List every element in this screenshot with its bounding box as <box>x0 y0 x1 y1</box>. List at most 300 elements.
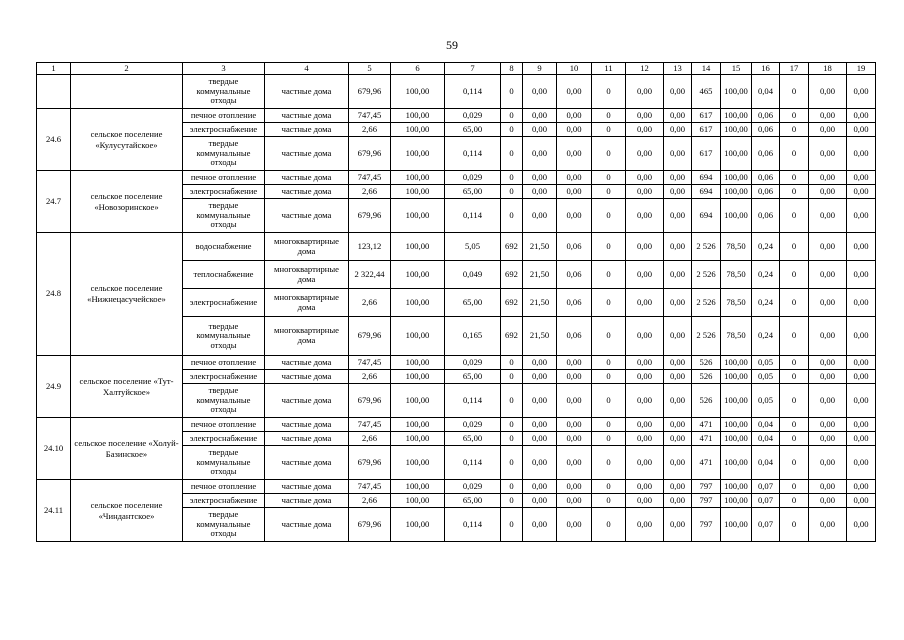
table-cell: 0,00 <box>557 75 592 109</box>
table-cell: 0 <box>592 199 626 233</box>
table-cell: 0 <box>592 233 626 261</box>
table-cell: 0 <box>592 356 626 370</box>
table-cell: 0,114 <box>445 446 501 480</box>
table-cell: 0,00 <box>626 75 664 109</box>
table-cell: 0,00 <box>626 233 664 261</box>
table-cell: 0,00 <box>523 384 557 418</box>
service-type: твердые коммунальные отходы <box>183 446 265 480</box>
table-cell: 0,00 <box>664 418 692 432</box>
table-cell: 0,00 <box>626 199 664 233</box>
table-row <box>37 171 876 185</box>
table-cell: 0,00 <box>847 261 876 289</box>
table-cell: 100,00 <box>391 123 445 137</box>
column-header: 8 <box>501 63 523 75</box>
column-header: 15 <box>721 63 752 75</box>
table-cell: 0 <box>780 233 809 261</box>
housing-type: многоквартирные дома <box>265 317 349 356</box>
service-type: твердые коммунальные отходы <box>183 137 265 171</box>
table-cell: 0,00 <box>626 432 664 446</box>
table-cell: 617 <box>692 123 721 137</box>
table-cell: 100,00 <box>721 75 752 109</box>
table-cell: 0,04 <box>752 418 780 432</box>
row-number: 24.10 <box>37 418 71 480</box>
table-cell: 692 <box>501 233 523 261</box>
table-cell: 100,00 <box>721 432 752 446</box>
table-cell: 100,00 <box>721 418 752 432</box>
table-cell: 0,00 <box>664 171 692 185</box>
table-cell: 0,00 <box>557 109 592 123</box>
table-cell: 100,00 <box>391 370 445 384</box>
housing-type: многоквартирные дома <box>265 261 349 289</box>
housing-type: частные дома <box>265 494 349 508</box>
table-cell: 0 <box>592 432 626 446</box>
table-cell: 0,029 <box>445 480 501 494</box>
table-cell: 0 <box>592 109 626 123</box>
header-row <box>37 63 876 75</box>
service-type: твердые коммунальные отходы <box>183 75 265 109</box>
table-cell: 0,00 <box>557 171 592 185</box>
table-cell: 747,45 <box>349 109 391 123</box>
table-cell: 0 <box>592 171 626 185</box>
table-cell: 100,00 <box>391 432 445 446</box>
table-cell: 0,00 <box>664 370 692 384</box>
table-row <box>37 480 876 494</box>
table-cell: 100,00 <box>391 233 445 261</box>
table-cell: 471 <box>692 418 721 432</box>
table-cell: 0 <box>501 480 523 494</box>
table-cell: 0 <box>780 494 809 508</box>
table-cell: 0,165 <box>445 317 501 356</box>
table-cell: 0,00 <box>809 446 847 480</box>
column-header: 3 <box>183 63 265 75</box>
table-cell: 692 <box>501 289 523 317</box>
table-cell: 797 <box>692 494 721 508</box>
table-cell: 100,00 <box>721 508 752 542</box>
table-cell: 100,00 <box>721 480 752 494</box>
table-row <box>37 75 876 109</box>
table-cell: 0,00 <box>847 233 876 261</box>
table-cell: 5,05 <box>445 233 501 261</box>
row-number: 24.7 <box>37 171 71 233</box>
table-cell: 0,00 <box>664 384 692 418</box>
table-cell: 526 <box>692 384 721 418</box>
table-cell: 2 526 <box>692 289 721 317</box>
table-cell: 0,07 <box>752 508 780 542</box>
table-cell: 0 <box>780 418 809 432</box>
table-cell: 0,00 <box>847 494 876 508</box>
table-cell: 2 322,44 <box>349 261 391 289</box>
table-cell: 0,00 <box>847 356 876 370</box>
service-type: электроснабжение <box>183 185 265 199</box>
column-header: 14 <box>692 63 721 75</box>
housing-type: частные дома <box>265 75 349 109</box>
table-cell: 0 <box>501 384 523 418</box>
table-cell: 0,00 <box>557 185 592 199</box>
table-cell: 0,04 <box>752 432 780 446</box>
table-cell: 0,00 <box>523 199 557 233</box>
table-cell: 0,00 <box>523 480 557 494</box>
row-number: 24.6 <box>37 109 71 171</box>
housing-type: частные дома <box>265 480 349 494</box>
table-cell: 0,00 <box>847 171 876 185</box>
table-cell: 0 <box>780 480 809 494</box>
table-cell: 0 <box>780 446 809 480</box>
table-cell: 0,00 <box>847 432 876 446</box>
row-number: 24.8 <box>37 233 71 356</box>
column-header: 6 <box>391 63 445 75</box>
page-number: 59 <box>446 38 458 52</box>
table-cell: 65,00 <box>445 289 501 317</box>
table-cell: 0,00 <box>809 75 847 109</box>
housing-type: частные дома <box>265 508 349 542</box>
table-cell: 0,04 <box>752 75 780 109</box>
table-cell: 679,96 <box>349 446 391 480</box>
table-cell: 0,06 <box>752 199 780 233</box>
table-cell: 0,00 <box>626 494 664 508</box>
table-cell: 0,00 <box>809 508 847 542</box>
table-cell: 747,45 <box>349 356 391 370</box>
table-cell: 0,029 <box>445 109 501 123</box>
table-cell: 78,50 <box>721 261 752 289</box>
table-cell: 0,00 <box>847 137 876 171</box>
table-cell: 65,00 <box>445 494 501 508</box>
table-cell: 2,66 <box>349 432 391 446</box>
table-cell: 617 <box>692 109 721 123</box>
table-cell: 0,00 <box>664 199 692 233</box>
table-cell: 0,00 <box>664 233 692 261</box>
table-cell: 0 <box>780 317 809 356</box>
table-cell: 0,24 <box>752 233 780 261</box>
table-cell: 100,00 <box>391 356 445 370</box>
table-cell: 0,00 <box>626 370 664 384</box>
table-cell: 0 <box>592 289 626 317</box>
table-cell: 0,00 <box>664 480 692 494</box>
table-cell: 0,24 <box>752 261 780 289</box>
table-cell: 0 <box>592 384 626 418</box>
table-cell: 65,00 <box>445 432 501 446</box>
table-cell: 78,50 <box>721 233 752 261</box>
table-cell: 100,00 <box>721 185 752 199</box>
table-cell: 0,00 <box>523 75 557 109</box>
service-type: электроснабжение <box>183 432 265 446</box>
table-cell: 100,00 <box>391 185 445 199</box>
service-type: электроснабжение <box>183 494 265 508</box>
table-cell: 471 <box>692 432 721 446</box>
column-header: 12 <box>626 63 664 75</box>
table-cell: 0 <box>780 289 809 317</box>
table-cell: 100,00 <box>391 199 445 233</box>
table-cell: 0,05 <box>752 384 780 418</box>
table-cell: 0 <box>780 356 809 370</box>
table-row <box>37 109 876 123</box>
table-cell: 0,114 <box>445 75 501 109</box>
table-cell: 0,029 <box>445 171 501 185</box>
table-cell: 0,00 <box>809 185 847 199</box>
table-cell: 2,66 <box>349 494 391 508</box>
table-cell: 100,00 <box>391 75 445 109</box>
table-cell: 100,00 <box>391 494 445 508</box>
table-cell: 0 <box>592 75 626 109</box>
table-cell: 465 <box>692 75 721 109</box>
table-cell: 0,00 <box>626 137 664 171</box>
column-header: 1 <box>37 63 71 75</box>
table-cell: 747,45 <box>349 171 391 185</box>
table-cell: 0,00 <box>626 356 664 370</box>
settlement-name: сельское поселение «Новозоринское» <box>71 171 183 233</box>
table-cell: 0 <box>501 199 523 233</box>
table-cell: 0,05 <box>752 370 780 384</box>
housing-type: частные дома <box>265 199 349 233</box>
table-cell: 65,00 <box>445 123 501 137</box>
table-cell: 0,00 <box>557 432 592 446</box>
housing-type: частные дома <box>265 356 349 370</box>
table-cell: 0,00 <box>523 137 557 171</box>
table-cell: 0 <box>780 185 809 199</box>
table-cell: 123,12 <box>349 233 391 261</box>
table-cell: 0,00 <box>809 317 847 356</box>
table-cell: 0 <box>780 75 809 109</box>
table-cell: 0,00 <box>626 508 664 542</box>
table-cell: 0,00 <box>847 109 876 123</box>
table-cell: 0,00 <box>557 480 592 494</box>
table-cell: 471 <box>692 446 721 480</box>
housing-type: частные дома <box>265 171 349 185</box>
table-cell: 0,24 <box>752 289 780 317</box>
table-cell: 0,00 <box>809 356 847 370</box>
table-cell: 100,00 <box>721 109 752 123</box>
housing-type: частные дома <box>265 123 349 137</box>
table-cell: 2 526 <box>692 261 721 289</box>
table-cell: 0,07 <box>752 494 780 508</box>
service-type: печное отопление <box>183 171 265 185</box>
table-cell: 0,00 <box>664 261 692 289</box>
table-cell: 0,00 <box>523 418 557 432</box>
service-type: электроснабжение <box>183 370 265 384</box>
settlement-name: сельское поселение «Кулусутайское» <box>71 109 183 171</box>
table-cell: 0,00 <box>809 480 847 494</box>
table-cell: 0,00 <box>626 289 664 317</box>
table-cell: 0,00 <box>523 109 557 123</box>
table-cell: 100,00 <box>721 370 752 384</box>
service-type: печное отопление <box>183 109 265 123</box>
table-cell: 0,00 <box>847 123 876 137</box>
table-cell: 0,24 <box>752 317 780 356</box>
table-cell: 0 <box>501 494 523 508</box>
column-header: 5 <box>349 63 391 75</box>
table-cell: 0,00 <box>809 171 847 185</box>
table-cell: 0,06 <box>752 185 780 199</box>
table-cell: 0,00 <box>626 418 664 432</box>
table-cell: 0,00 <box>664 356 692 370</box>
table-cell: 0,00 <box>847 508 876 542</box>
table-cell: 679,96 <box>349 199 391 233</box>
table-cell: 694 <box>692 185 721 199</box>
column-header: 13 <box>664 63 692 75</box>
table-cell: 65,00 <box>445 185 501 199</box>
table-cell: 0,00 <box>523 508 557 542</box>
table-cell: 100,00 <box>721 446 752 480</box>
table-cell: 0 <box>780 261 809 289</box>
table-cell: 0,00 <box>626 171 664 185</box>
settlement-name: сельское поселение «Холуй-Базинское» <box>71 418 183 480</box>
table-cell: 0 <box>501 123 523 137</box>
tariff-table <box>36 62 876 542</box>
table-cell: 0,00 <box>809 261 847 289</box>
table-cell: 0,114 <box>445 137 501 171</box>
table-cell: 679,96 <box>349 508 391 542</box>
table-cell: 692 <box>501 261 523 289</box>
table-body <box>37 63 876 542</box>
table-cell: 694 <box>692 171 721 185</box>
table-cell: 100,00 <box>721 494 752 508</box>
table-cell: 0,00 <box>847 199 876 233</box>
table-cell: 0,06 <box>752 123 780 137</box>
table-cell: 0 <box>780 109 809 123</box>
table-cell: 0 <box>592 508 626 542</box>
housing-type: частные дома <box>265 446 349 480</box>
table-cell: 526 <box>692 370 721 384</box>
row-number: 24.11 <box>37 480 71 542</box>
table-cell: 0 <box>501 432 523 446</box>
service-type: печное отопление <box>183 480 265 494</box>
column-header: 4 <box>265 63 349 75</box>
table-cell: 0,00 <box>809 384 847 418</box>
table-cell: 21,50 <box>523 289 557 317</box>
table-cell: 0,00 <box>664 508 692 542</box>
table-cell: 0,06 <box>752 171 780 185</box>
service-type: твердые коммунальные отходы <box>183 317 265 356</box>
column-header: 19 <box>847 63 876 75</box>
table-cell: 0 <box>592 185 626 199</box>
table-cell: 65,00 <box>445 370 501 384</box>
housing-type: частные дома <box>265 384 349 418</box>
table-cell: 617 <box>692 137 721 171</box>
table-cell: 0,00 <box>523 370 557 384</box>
table-cell: 0,00 <box>626 384 664 418</box>
table-cell: 100,00 <box>391 446 445 480</box>
table-cell: 0,00 <box>626 261 664 289</box>
table-cell: 0,06 <box>557 289 592 317</box>
table-cell: 0 <box>501 356 523 370</box>
table-cell: 0,00 <box>626 317 664 356</box>
table-cell: 100,00 <box>721 123 752 137</box>
table-cell: 0 <box>780 508 809 542</box>
table-cell: 0,00 <box>523 185 557 199</box>
table-cell: 0,00 <box>523 432 557 446</box>
table-cell: 2 526 <box>692 317 721 356</box>
table-cell: 0,029 <box>445 356 501 370</box>
table-cell: 100,00 <box>721 137 752 171</box>
table-cell: 0,00 <box>626 480 664 494</box>
table-cell: 100,00 <box>721 171 752 185</box>
table-cell: 0 <box>592 317 626 356</box>
table-cell: 0 <box>501 508 523 542</box>
table-cell: 0,00 <box>557 370 592 384</box>
table-cell: 0,05 <box>752 356 780 370</box>
housing-type: частные дома <box>265 418 349 432</box>
table-cell: 100,00 <box>391 508 445 542</box>
table-cell: 0,00 <box>809 109 847 123</box>
row-number <box>37 75 71 109</box>
table-cell: 797 <box>692 480 721 494</box>
housing-type: частные дома <box>265 370 349 384</box>
table-cell: 0,06 <box>752 109 780 123</box>
table-cell: 0,00 <box>523 123 557 137</box>
table-cell: 0,00 <box>523 356 557 370</box>
table-cell: 692 <box>501 317 523 356</box>
housing-type: частные дома <box>265 185 349 199</box>
column-header: 16 <box>752 63 780 75</box>
table-cell: 526 <box>692 356 721 370</box>
table-cell: 78,50 <box>721 289 752 317</box>
settlement-name: сельское поселение «Тут-Халтуйское» <box>71 356 183 418</box>
table-cell: 679,96 <box>349 75 391 109</box>
table-cell: 0 <box>592 418 626 432</box>
table-cell: 2,66 <box>349 370 391 384</box>
table-cell: 0,00 <box>847 418 876 432</box>
table-cell: 78,50 <box>721 317 752 356</box>
table-cell: 0,049 <box>445 261 501 289</box>
settlement-name <box>71 75 183 109</box>
table-cell: 0 <box>501 418 523 432</box>
table-cell: 0,00 <box>557 199 592 233</box>
table-cell: 0,00 <box>847 480 876 494</box>
table-cell: 100,00 <box>391 384 445 418</box>
table-cell: 0,00 <box>557 123 592 137</box>
table-cell: 2,66 <box>349 123 391 137</box>
table-cell: 0 <box>501 185 523 199</box>
table-cell: 0,00 <box>664 446 692 480</box>
table-cell: 0 <box>501 75 523 109</box>
table-cell: 100,00 <box>721 384 752 418</box>
table-cell: 0,00 <box>557 356 592 370</box>
table-cell: 679,96 <box>349 317 391 356</box>
housing-type: частные дома <box>265 432 349 446</box>
table-cell: 0,114 <box>445 508 501 542</box>
table-cell: 0,00 <box>523 171 557 185</box>
table-cell: 0,00 <box>809 289 847 317</box>
table-cell: 0,00 <box>847 446 876 480</box>
table-cell: 0,00 <box>626 185 664 199</box>
table-cell: 0,00 <box>847 384 876 418</box>
table-cell: 0,06 <box>557 233 592 261</box>
table-cell: 0,06 <box>557 317 592 356</box>
table-cell: 21,50 <box>523 317 557 356</box>
table-cell: 0,00 <box>557 384 592 418</box>
service-type: теплоснабжение <box>183 261 265 289</box>
table-cell: 0 <box>501 171 523 185</box>
table-cell: 679,96 <box>349 137 391 171</box>
table-cell: 0,00 <box>626 109 664 123</box>
table-cell: 0 <box>592 123 626 137</box>
table-cell: 0,00 <box>557 418 592 432</box>
table-cell: 0,00 <box>626 123 664 137</box>
table-cell: 0,00 <box>809 137 847 171</box>
service-type: твердые коммунальные отходы <box>183 508 265 542</box>
service-type: твердые коммунальные отходы <box>183 384 265 418</box>
table-cell: 100,00 <box>721 199 752 233</box>
column-header: 7 <box>445 63 501 75</box>
service-type: печное отопление <box>183 418 265 432</box>
table-cell: 0 <box>592 480 626 494</box>
table-cell: 100,00 <box>391 137 445 171</box>
table-cell: 0,00 <box>809 370 847 384</box>
table-cell: 0,00 <box>809 418 847 432</box>
table-cell: 100,00 <box>391 480 445 494</box>
table-cell: 0 <box>780 199 809 233</box>
table-cell: 0 <box>501 109 523 123</box>
table-cell: 0 <box>780 123 809 137</box>
